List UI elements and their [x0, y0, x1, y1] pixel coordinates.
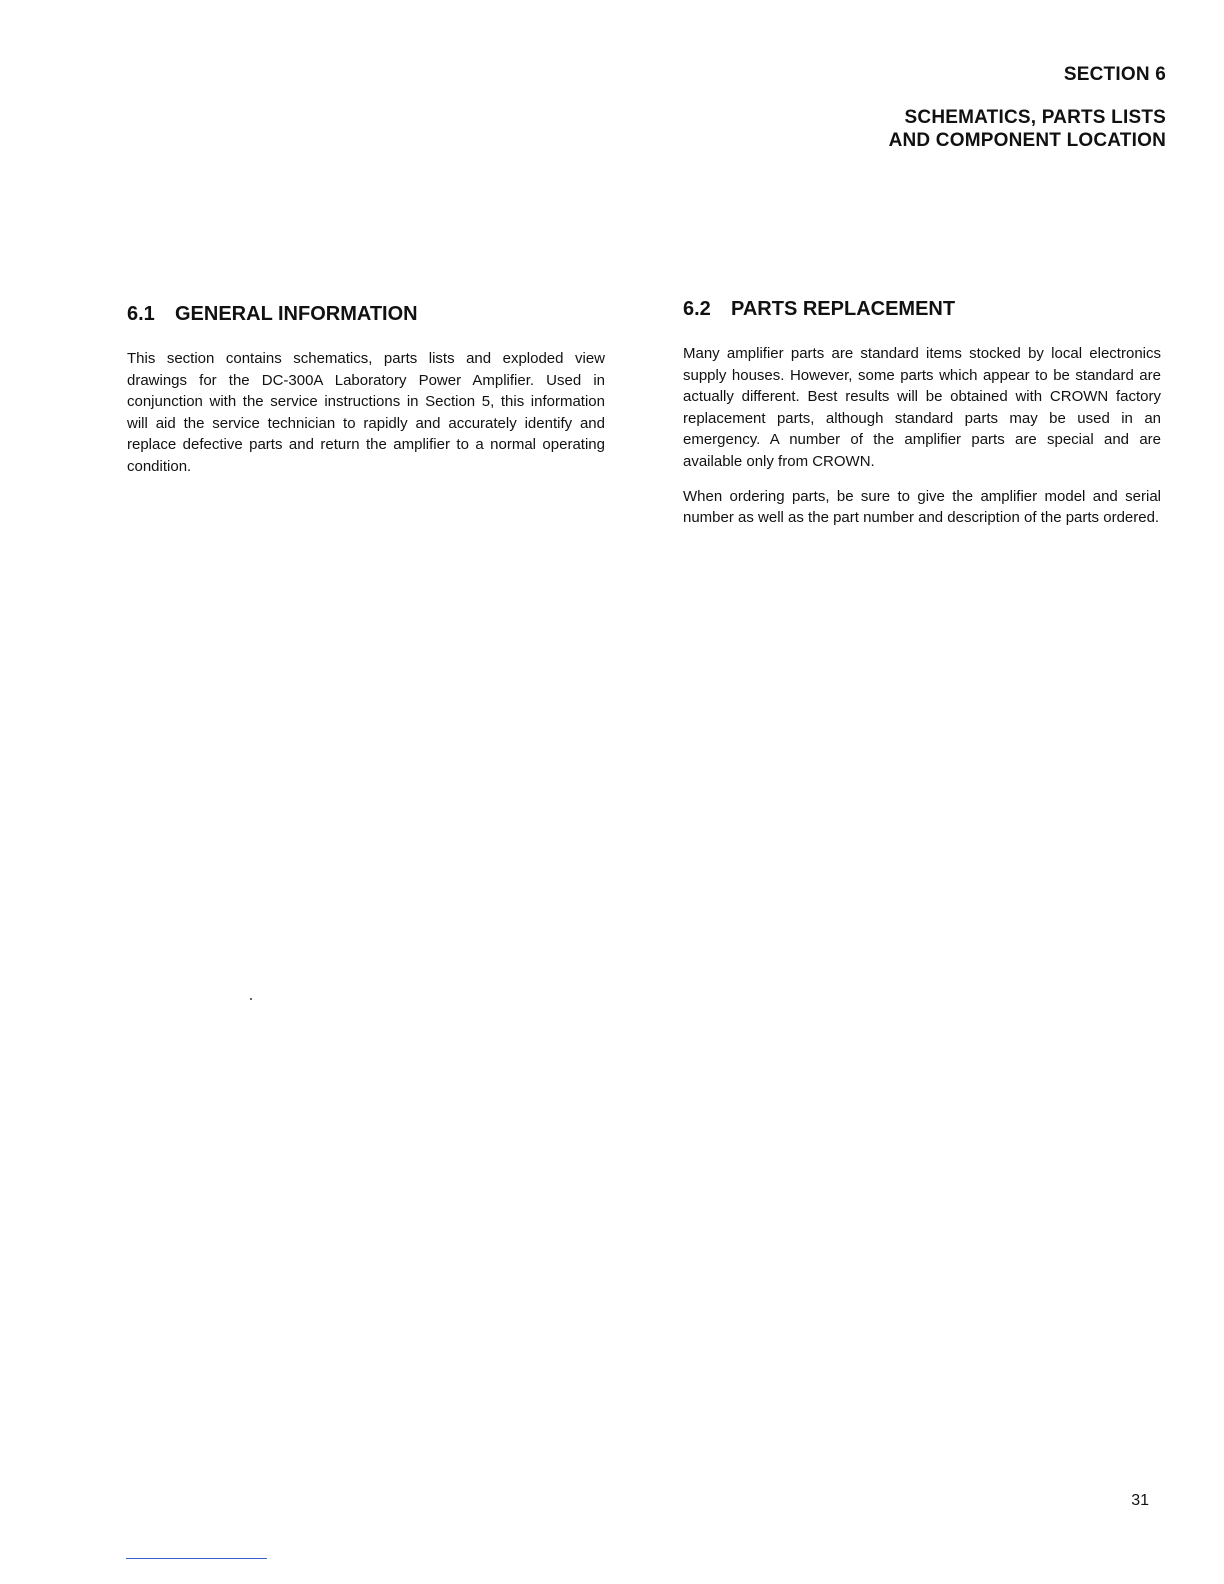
section-title-line-1: SCHEMATICS, PARTS LISTS — [904, 107, 1166, 128]
section-heading-title: PARTS REPLACEMENT — [731, 298, 956, 320]
page-number: 31 — [1131, 1492, 1149, 1509]
section-title — [889, 106, 1166, 152]
footer-rule — [126, 1558, 267, 1559]
parts-replacement-paragraph-1: Many amplifier parts are standard items stocked by local electronics supply houses. However, some parts which appear to be standard are actually different. Best results will be obtained with CROWN factory replacement parts, although standard parts may be used in an emergency. A number of the amplifier parts are special and are available only from CROWN. — [683, 345, 1161, 470]
parts-replacement-heading — [683, 298, 1161, 321]
scan-speck — [250, 998, 252, 1000]
general-information-heading — [127, 303, 605, 326]
section-number: 6.1 — [127, 303, 155, 325]
section-label: SECTION 6 — [1063, 64, 1166, 85]
section-title-line-2: AND COMPONENT LOCATION — [888, 130, 1166, 151]
section-header — [889, 64, 1166, 152]
general-information-section — [127, 303, 605, 491]
parts-replacement-paragraph-2: When ordering parts, be sure to give the amplifier model and serial number as well as the part number and description of the parts ordered. — [683, 487, 1161, 527]
parts-replacement-section — [683, 298, 1161, 542]
section-number: 6.2 — [683, 298, 711, 320]
section-heading-title: GENERAL INFORMATION — [175, 303, 418, 325]
general-information-paragraph: This section contains schematics, parts lists and exploded view drawings for the DC-300A Laboratory Power Amplifier. Used in conjunction with the service instructions in Section 5, this information will aid the service technician to rapidly and accurately identify and replace defective parts and return the amplifier to a normal operating condition. — [127, 350, 605, 475]
